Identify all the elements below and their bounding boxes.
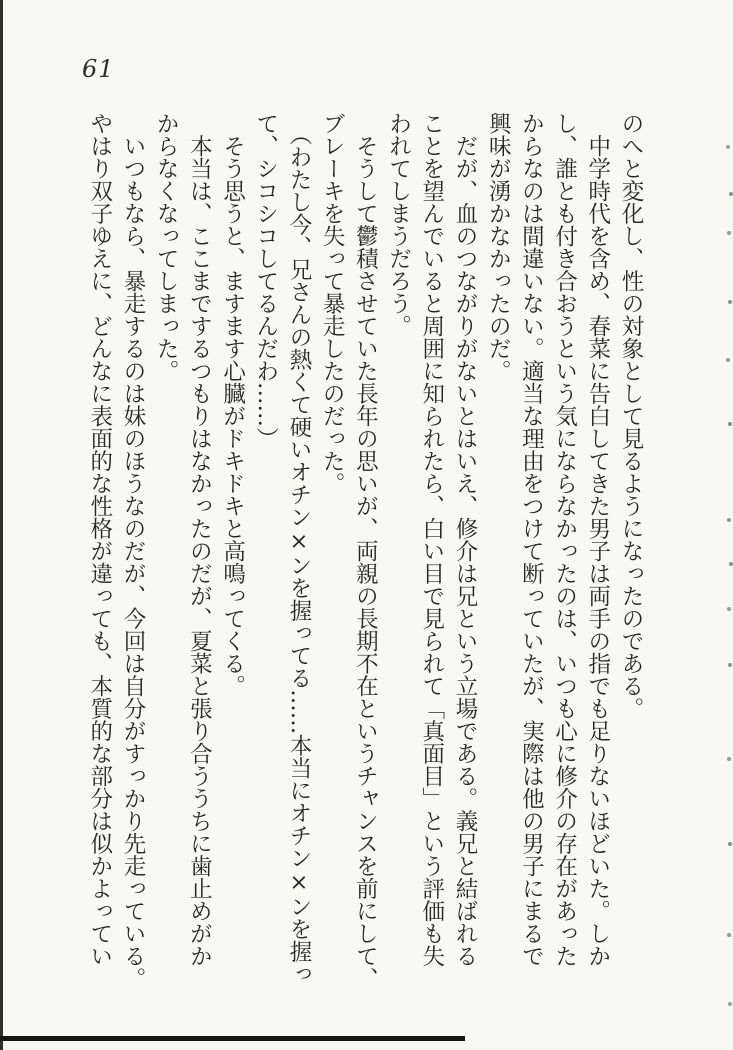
text-line: だが、血のつながりがないとはいえ、修介は兄という立場である。義兄と結ばれる [451, 112, 478, 967]
text-line: そうして鬱積させていた長年の思いが、両親の長期不在というチャンスを前にして、 [352, 112, 379, 990]
scan-edge-left [0, 0, 3, 1050]
text-line: 興味が湧かなかったのだ。 [485, 112, 512, 382]
text-line: いつもなら、暴走するのは妹のほうなのだが、今回は自分がすっかり先走っている。 [119, 112, 146, 990]
text-line: ことを望んでいると周囲に知られたら、白い目で見られて「真面目」という評価も失 [418, 112, 445, 967]
scan-noise-right-edge [0, 0, 4, 4]
text-line: 本当は、ここまでするつもりはなかったのだが、夏菜と張り合ううちに歯止めがか [186, 112, 213, 967]
text-line: （わたし今、兄さんの熱くて硬いオチン×ンを握ってる……本当にオチン×ンを握っ [285, 112, 312, 986]
text-line: ブレーキを失って暴走したのだった。 [319, 112, 346, 495]
text-line: からなくなってしまった。 [153, 112, 180, 382]
text-line: し、誰とも付き合おうという気にならなかったのは、いつも心に修介の存在があった [551, 112, 578, 967]
text-line: われてしまうだろう。 [385, 112, 412, 337]
scan-edge-bottom [0, 1036, 465, 1041]
text-line: 中学時代を含め、春菜に告白してきた男子は両手の指でも足りないほどいた。しか [584, 112, 611, 967]
page-number: 61 [82, 55, 115, 83]
text-line: からなのは間違いない。適当な理由をつけて断っていたが、実際は他の男子にまるで [518, 112, 545, 967]
text-line: やはり双子ゆえに、どんなに表面的な性格が違っても、本質的な部分は似かよってい [86, 112, 113, 967]
body-text [83, 112, 647, 996]
text-line: そう思うと、ますます心臓がドキドキと高鳴ってくる。 [219, 112, 246, 697]
text-line: のへと変化し、性の対象として見るようになったのである。 [618, 112, 644, 720]
text-line: て、シコシコしてるんだわ……） [252, 112, 279, 450]
